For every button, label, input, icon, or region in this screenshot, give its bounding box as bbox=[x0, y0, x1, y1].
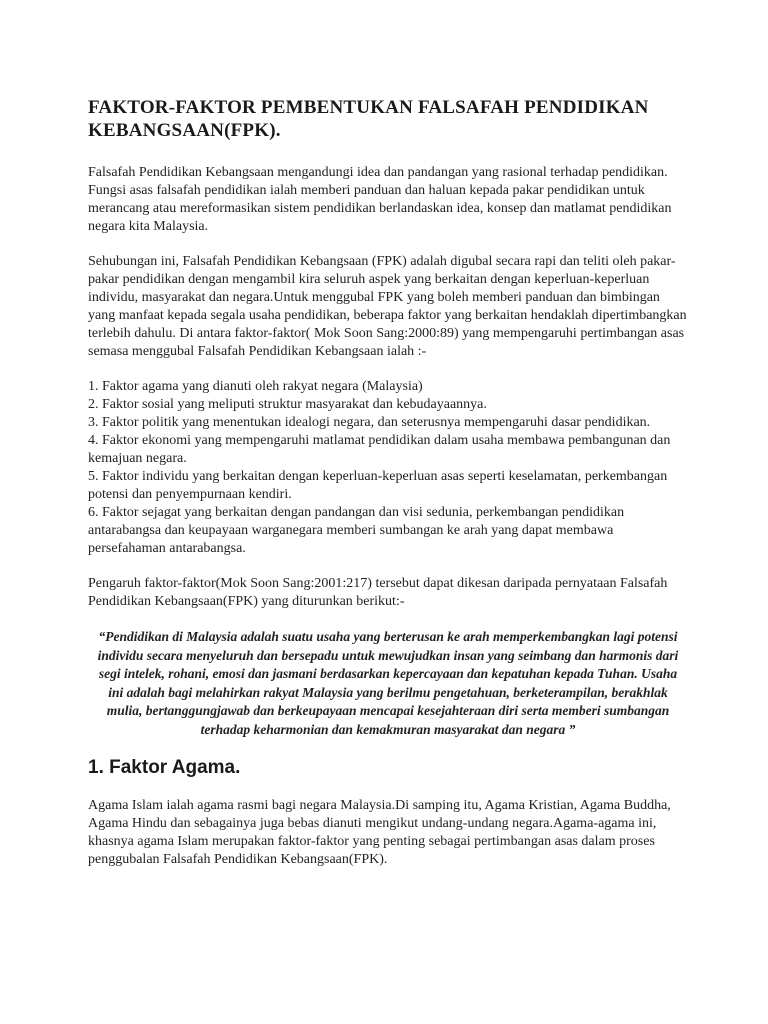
list-item: 5. Faktor individu yang berkaitan dengan keperluan-keperluan asas seperti keselamatan, perkembangan potensi dan penyempurnaan kendiri. bbox=[88, 469, 668, 502]
intro-paragraph: Falsafah Pendidikan Kebangsaan mengandungi idea dan pandangan yang rasional terhadap pendidikan. Fungsi asas falsafah pendidikan ialah memberi panduan dan haluan kepada pakar pendidikan untuk merancang atau mereformasikan sistem pendidikan berlandaskan idea, konsep dan matlamat pendidikan negara kita Malaysia. bbox=[88, 165, 672, 234]
section-heading: 1. Faktor Agama. bbox=[88, 757, 241, 778]
document-page bbox=[88, 96, 688, 886]
context-paragraph: Sehubungan ini, Falsafah Pendidikan Kebangsaan (FPK) adalah digubal secara rapi dan teliti oleh pakar-pakar pendidikan dengan mengambil kira seluruh aspek yang berkaitan dengan keperluan-keperluan individu, masyarakat dan negara.Untuk menggubal FPK yang boleh memberi panduan dan bimbingan yang manfaat kepada segala usaha pendidikan, beberapa faktor yang berkaitan hendaklah dipertimbangkan terlebih dahulu. Di antara faktor-faktor( Mok Soon Sang:2000:89) yang mempengaruhi pertimbangan asas semasa menggubal Falsafah Pendidikan Kebangsaan ialah :- bbox=[88, 254, 687, 359]
list-item: 6. Faktor sejagat yang berkaitan dengan pandangan dan visi sedunia, perkembangan pendidikan antarabangsa dan keupayaan warganegara memberi sumbangan ke arah yang dapat membawa persefahaman antarabangsa. bbox=[88, 505, 625, 556]
religion-paragraph: Agama Islam ialah agama rasmi bagi negara Malaysia.Di samping itu, Agama Kristian, Agama Buddha, Agama Hindu dan sebagainya juga bebas dianuti mengikut undang-undang negara.Agama-agama ini, khasnya agama Islam merupakan faktor-faktor yang penting sebagai pertimbangan asas dalam proses penggubalan Falsafah Pendidikan Kebangsaan(FPK). bbox=[88, 798, 671, 867]
influence-paragraph: Pengaruh faktor-faktor(Mok Soon Sang:2001:217) tersebut dapat dikesan daripada pernyataan Falsafah Pendidikan Kebangsaan(FPK) yang diturunkan berikut:- bbox=[88, 576, 668, 609]
document-title: FAKTOR-FAKTOR PEMBENTUKAN FALSAFAH PENDIDIKAN KEBANGSAAN(FPK). bbox=[88, 97, 649, 141]
list-item: 2. Faktor sosial yang meliputi struktur masyarakat dan kebudayaannya. bbox=[88, 397, 487, 412]
factor-list bbox=[88, 378, 688, 558]
list-item: 1. Faktor agama yang dianuti oleh rakyat negara (Malaysia) bbox=[88, 379, 423, 394]
list-item: 3. Faktor politik yang menentukan idealogi negara, dan seterusnya mempengaruhi dasar pendidikan. bbox=[88, 415, 651, 430]
list-item: 4. Faktor ekonomi yang mempengaruhi matlamat pendidikan dalam usaha membawa pembangunan dan kemajuan negara. bbox=[88, 433, 671, 466]
fpk-quote: “Pendidikan di Malaysia adalah suatu usaha yang berterusan ke arah memperkembangkan lagi potensi individu secara menyeluruh dan bersepadu untuk mewujudkan insan yang seimbang dan harmonis dari segi intelek, rohani, emosi dan jasmani berdasarkan kepercayaan dan kepatuhan kepada Tuhan. Usaha ini adalah bagi melahirkan rakyat Malaysia yang berilmu pengetahuan, berketerampilan, berakhlak mulia, bertanggungjawab dan berkeupayaan mencapai kesejahteraan diri serta memberi sumbangan terhadap keharmonian dan kemakmuran masyarakat dan negara ” bbox=[97, 629, 679, 737]
